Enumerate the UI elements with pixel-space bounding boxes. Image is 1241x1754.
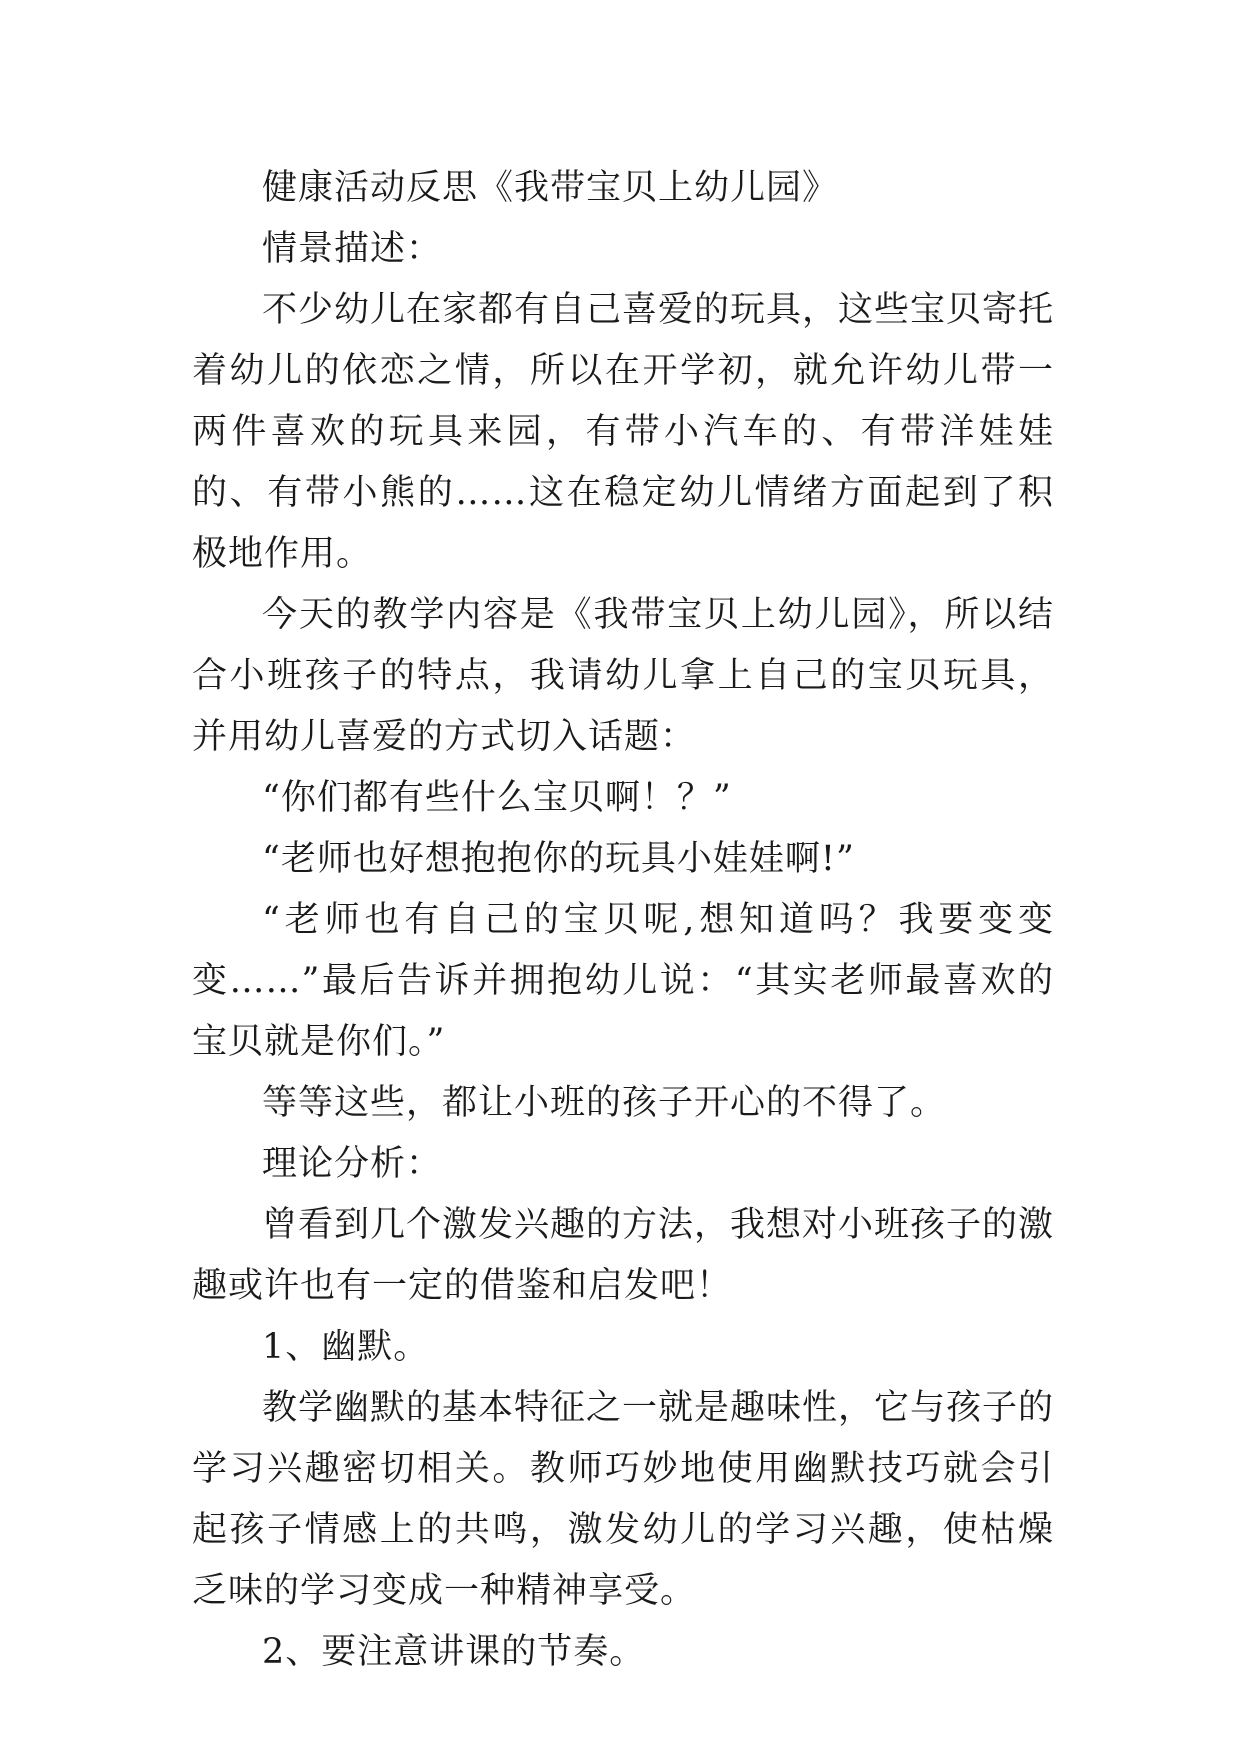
quote-line: “你们都有些什么宝贝啊！？” (262, 778, 732, 818)
paragraph: 不少幼儿在家都有自己喜爱的玩具，这些宝贝寄托着幼儿的依恋之情，所以在开学初，就允许幼儿带一两件喜欢的玩具来园，有带小汽车的、有带洋娃娃的、有带小熊的……这在稳定幼儿情绪方面起到了积极地作用。 (192, 290, 1055, 574)
section-heading-scenario: 情景描述： (262, 229, 443, 269)
list-item-heading: 2、要注意讲课的节奏。 (262, 1632, 646, 1672)
document-title: 健康活动反思《我带宝贝上幼儿园》 (262, 168, 839, 208)
quote-line: “老师也好想抱抱你的玩具小娃娃啊!” (262, 839, 855, 879)
document-body (192, 158, 1054, 1683)
paragraph: 教学幽默的基本特征之一就是趣味性，它与孩子的学习兴趣密切相关。教师巧妙地使用幽默技巧就会引起孩子情感上的共鸣，激发幼儿的学习兴趣，使枯燥乏味的学习变成一种精神享受。 (192, 1388, 1055, 1611)
list-item-heading: 1、幽默。 (262, 1327, 430, 1367)
section-heading-analysis: 理论分析： (262, 1144, 443, 1184)
quote-line: “老师也有自己的宝贝呢,想知道吗？我要变变变……”最后告诉并拥抱幼儿说：“其实老师最喜欢的宝贝就是你们。” (192, 900, 1054, 1062)
paragraph: 等等这些，都让小班的孩子开心的不得了。 (262, 1083, 947, 1123)
paragraph: 今天的教学内容是《我带宝贝上幼儿园》，所以结合小班孩子的特点，我请幼儿拿上自己的宝贝玩具，并用幼儿喜爱的方式切入话题： (192, 595, 1054, 757)
paragraph: 曾看到几个激发兴趣的方法，我想对小班孩子的激趣或许也有一定的借鉴和启发吧！ (192, 1205, 1055, 1306)
